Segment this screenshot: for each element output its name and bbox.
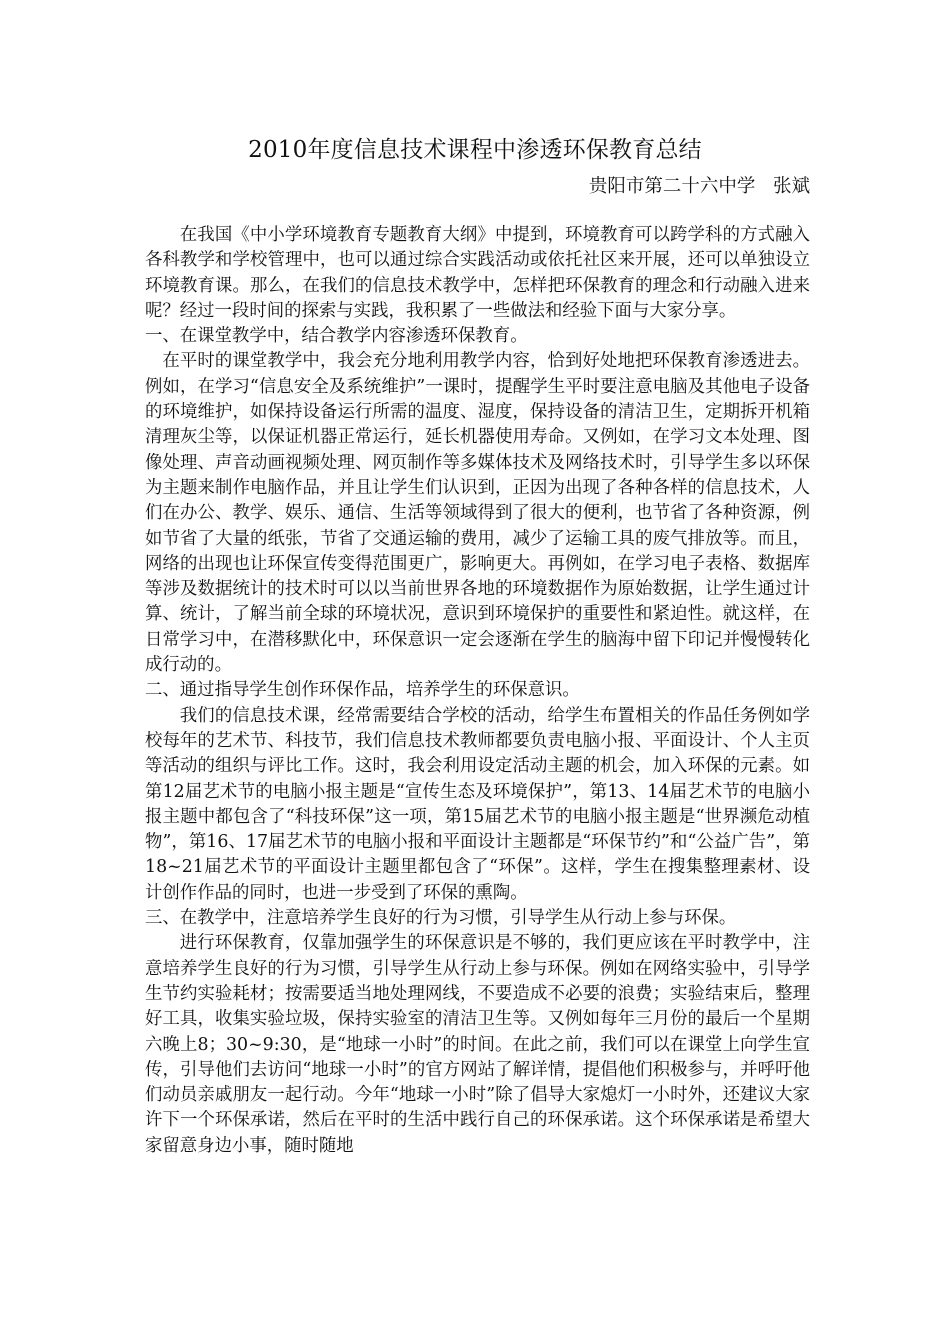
author-line: 贵阳市第二十六中学 张斌 bbox=[588, 176, 810, 197]
document-title: 2010年度信息技术课程中渗透环保教育总结 bbox=[248, 137, 702, 163]
paragraph-section-1: 在平时的课堂教学中，我会充分地利用教学内容，恰到好处地把环保教育渗透进去。例如，在学习“信息安全及系统维护”一课时，提醒学生平时要注意电脑及其他电子设备的环境维护，如保持设备运行所需的温度、湿度，保持设备的清洁卫生，定期拆开机箱清理灰尘等，以保证机器正常运行，延长机器使用寿命。又例如，在学习文本处理、图像处理、声音动画视频处理、网页制作等多媒体技术及网络技术时，引导学生多以环保为主题来制作电脑作品，并且让学生们认识到，正因为出现了各种各样的信息技术，人们在办公、教学、娱乐、通信、生活等领域得到了很大的便利，也节省了各种资源，例如节省了大量的纸张，节省了交通运输的费用，减少了运输工具的废气排放等。而且，网络的出现也让环保宣传变得范围更广，影响更大。再例如，在学习电子表格、数据库等涉及数据统计的技术时可以以当前世界各地的环境数据作为原始数据，让学生通过计算、统计，了解当前全球的环境状况，意识到环境保护的重要性和紧迫性。就这样，在日常学习中，在潜移默化中，环保意识一定会逐渐在学生的脑海中留下印记并慢慢转化成行动的。 bbox=[145, 351, 810, 676]
section-heading-2: 二、通过指导学生创作环保作品，培养学生的环保意识。 bbox=[145, 680, 580, 701]
section-heading-1: 一、在课堂教学中，结合教学内容渗透环保教育。 bbox=[145, 326, 528, 347]
section-heading-3: 三、在教学中，注意培养学生良好的行为习惯，引导学生从行动上参与环保。 bbox=[145, 908, 737, 929]
paragraph-section-3: 进行环保教育，仅靠加强学生的环保意识是不够的，我们更应该在平时教学中，注意培养学生良好的行为习惯，引导学生从行动上参与环保。例如在网络实验中，引导学生节约实验耗材；按需要适当地处理网线，不要造成不必要的浪费；实验结束后，整理好工具，收集实验垃圾，保持实验室的清洁卫生等。又例如每年三月份的最后一个星期六晚上8；30~9:30，是“地球一小时”的时间。在此之前，我们可以在课堂上向学生宣传，引导他们去访问“地球一小时”的官方网站了解详情，提倡他们积极参与，并呼吁他们动员亲戚朋友一起行动。今年“地球一小时”除了倡导大家熄灯一小时外，还建议大家许下一个环保承诺，然后在平时的生活中践行自己的环保承诺。这个环保承诺是希望大家留意身边小事，随时随地 bbox=[145, 933, 810, 1156]
document-body bbox=[145, 223, 810, 1159]
paragraph-section-2: 我们的信息技术课，经常需要结合学校的活动，给学生布置相关的作品任务例如学校每年的艺术节、科技节，我们信息技术教师都要负责电脑小报、平面设计、个人主页等活动的组织与评比工作。这时，我会利用设定活动主题的机会，加入环保的元素。如第12届艺术节的电脑小报主题是“宣传生态及环境保护”，第13、14届艺术节的电脑小报主题中都包含了“科技环保”这一项，第15届艺术节的电脑小报主题是“世界濒危动植物”，第16、17届艺术节的电脑小报和平面设计主题都是“环保节约”和“公益广告”，第18~21届艺术节的平面设计主题里都包含了“环保”。这样，学生在搜集整理素材、设计创作作品的同时，也进一步受到了环保的熏陶。 bbox=[145, 705, 810, 903]
paragraph-intro: 在我国《中小学环境教育专题教育大纲》中提到，环境教育可以跨学科的方式融入各科教学和学校管理中，也可以通过综合实践活动或依托社区来开展，还可以单独设立环境教育课。那么，在我们的信息技术教学中，怎样把环保教育的理念和行动融入进来呢？经过一段时间的探索与实践，我积累了一些做法和经验下面与大家分享。 bbox=[145, 225, 810, 321]
